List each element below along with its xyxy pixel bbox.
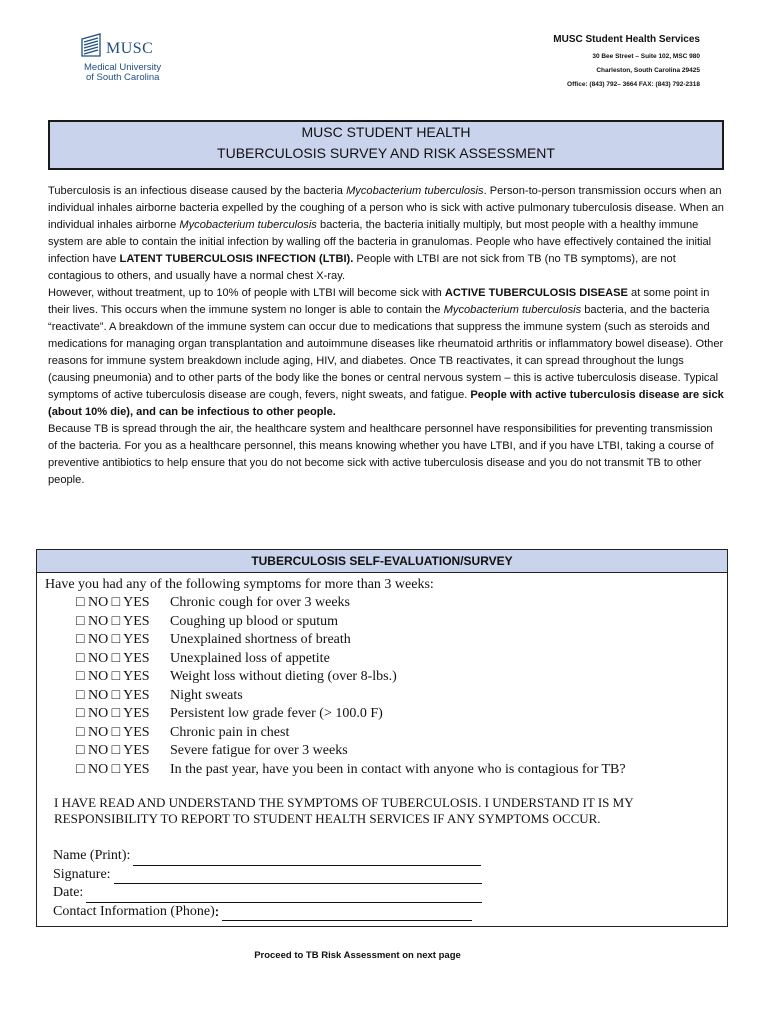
no-yes-checkboxes[interactable]: □ NO □ YES	[76, 595, 150, 610]
musc-logo	[80, 30, 200, 90]
title-line-1: MUSC STUDENT HEALTH	[301, 124, 471, 140]
phone-input-line[interactable]	[222, 906, 472, 921]
logo-subtitle: Medical University of South Carolina	[84, 62, 162, 83]
symptom-list	[76, 594, 727, 779]
symptom-row[interactable]	[76, 761, 727, 780]
no-yes-checkboxes[interactable]: □ NO □ YES	[76, 613, 150, 629]
address-line-2: Charleston, South Carolina 29425	[596, 67, 700, 74]
symptom-label: Severe fatigue for over 3 weeks	[170, 743, 348, 758]
signature-field[interactable]	[53, 866, 727, 885]
symptom-row[interactable]	[76, 724, 727, 743]
no-yes-checkboxes[interactable]: □ NO □ YES	[76, 650, 150, 666]
symptom-label: Chronic pain in chest	[170, 724, 290, 740]
logo-wordmark: MUSC	[106, 40, 154, 57]
no-yes-checkboxes[interactable]: □ NO □ YES	[76, 761, 150, 777]
symptom-label: Chronic cough for over 3 weeks	[170, 595, 351, 610]
symptom-label: Persistent low grade fever (> 100.0 F)	[170, 706, 383, 721]
survey-section	[36, 549, 728, 927]
contact-field[interactable]	[53, 903, 727, 922]
symptom-row[interactable]	[76, 594, 727, 613]
survey-question: Have you had any of the following symptoms for more than 3 weeks:	[45, 577, 434, 592]
intro-paragraph-1: Tuberculosis is an infectious disease caused by the bacteria Mycobacterium tuberculosis. Person-to-person transmission occurs when an individual inhales airborne bacteria expelled by the coughing of a person who is sick with active pulmonary tuberculosis disease. When an individual inhales airborne Mycobacterium tuberculosis bacteria, the bacteria initially multiply, but most people with a healthy immune system are able to contain the initial infection by walling off the bacteria in granulomas. People who have effectively contained the initial infection have LATENT TUBERCULOSIS INFECTION (LTBI). People with LTBI are not sick from TB (no TB symptoms), are not contagious to others, and usually have a normal chest X-ray.	[48, 185, 724, 282]
acknowledgement-statement: I HAVE READ AND UNDERSTAND THE SYMPTOMS OF TUBERCULOSIS. I UNDERSTAND IT IS MY RESPONSIBILITY TO REPORT TO STUDENT HEALTH SERVICES IF ANY SYMPTOMS OCCUR.	[54, 795, 634, 826]
contact-block	[553, 34, 700, 95]
symptom-row[interactable]	[76, 705, 727, 724]
symptom-row[interactable]	[76, 668, 727, 687]
no-yes-checkboxes[interactable]: □ NO □ YES	[76, 706, 150, 721]
symptom-label: Unexplained shortness of breath	[170, 632, 351, 647]
date-input-line[interactable]	[86, 888, 482, 903]
symptom-label: Coughing up blood or sputum	[170, 613, 339, 629]
name-field[interactable]	[53, 847, 727, 866]
contact-colon: :	[214, 903, 220, 919]
no-yes-checkboxes[interactable]: □ NO □ YES	[76, 743, 150, 758]
name-label: Name (Print):	[53, 848, 131, 863]
document-title	[48, 120, 724, 170]
signature-fields	[53, 847, 727, 921]
phone-fax: Office: (843) 792– 3664 FAX: (843) 792-2318	[567, 81, 700, 88]
org-name: MUSC Student Health Services	[553, 34, 700, 45]
symptom-row[interactable]	[76, 687, 727, 706]
date-field[interactable]	[53, 884, 727, 903]
symptom-label: Weight loss without dieting (over 8-lbs.)	[170, 669, 397, 684]
symptom-row[interactable]	[76, 613, 727, 632]
symptom-label: Unexplained loss of appetite	[170, 650, 330, 666]
signature-label: Signature:	[53, 866, 111, 882]
contact-label: Contact Information (Phone)	[53, 903, 215, 919]
title-line-2: TUBERCULOSIS SURVEY AND RISK ASSESSMENT	[217, 145, 555, 161]
symptom-label: Night sweats	[170, 687, 243, 703]
intro-paragraph-3: Because TB is spread through the air, the healthcare system and healthcare personnel have responsibilities for preventing transmission of the bacteria. For you as a healthcare personnel, this means knowing whether you have LTBI, and if you have LTBI, taking a course of preventive antibiotics to help ensure that you do not become sick with active tuberculosis disease and you do not transmit TB to other people.	[48, 423, 714, 486]
footer-note: Proceed to TB Risk Assessment on next page	[254, 950, 461, 961]
no-yes-checkboxes[interactable]: □ NO □ YES	[76, 687, 150, 703]
symptom-row[interactable]	[76, 650, 727, 669]
date-label: Date:	[53, 885, 84, 900]
no-yes-checkboxes[interactable]: □ NO □ YES	[76, 669, 150, 684]
building-icon	[80, 32, 102, 58]
address-line-1: 30 Bee Street – Suite 102, MSC 980	[592, 53, 700, 60]
symptom-label: In the past year, have you been in contact with anyone who is contagious for TB?	[170, 761, 626, 777]
name-input-line[interactable]	[133, 851, 481, 866]
no-yes-checkboxes[interactable]: □ NO □ YES	[76, 632, 150, 647]
signature-input-line[interactable]	[114, 869, 482, 884]
intro-paragraph-2: However, without treatment, up to 10% of people with LTBI will become sick with ACTIVE TUBERCULOSIS DISEASE at some point in their lives. This occurs when the immune system no longer is able to contain the Mycobacterium tuberculosis bacteria, and the bacteria “reactivate”. A breakdown of the immune system can occur due to medications that suppress the immune system (such as steroids and medications for managing organ transplantation and autoimmune diseases like rheumatoid arthritis or inflammatory bowel disease). Other reasons for immune system breakdown include aging, HIV, and diabetes. Once TB reactivates, it can spread throughout the lungs (causing pneumonia) and to other parts of the body like the bones or central nervous system – this is active tuberculosis disease. Typical symptoms of active tuberculosis disease are cough, fevers, night sweats, and fatigue. People with active tuberculosis disease are sick (about 10% die), and can be infectious to other people.	[48, 287, 724, 418]
symptom-row[interactable]	[76, 742, 727, 761]
symptom-row[interactable]	[76, 631, 727, 650]
intro-text	[48, 183, 724, 489]
no-yes-checkboxes[interactable]: □ NO □ YES	[76, 724, 150, 740]
survey-header: TUBERCULOSIS SELF-EVALUATION/SURVEY	[37, 550, 727, 573]
